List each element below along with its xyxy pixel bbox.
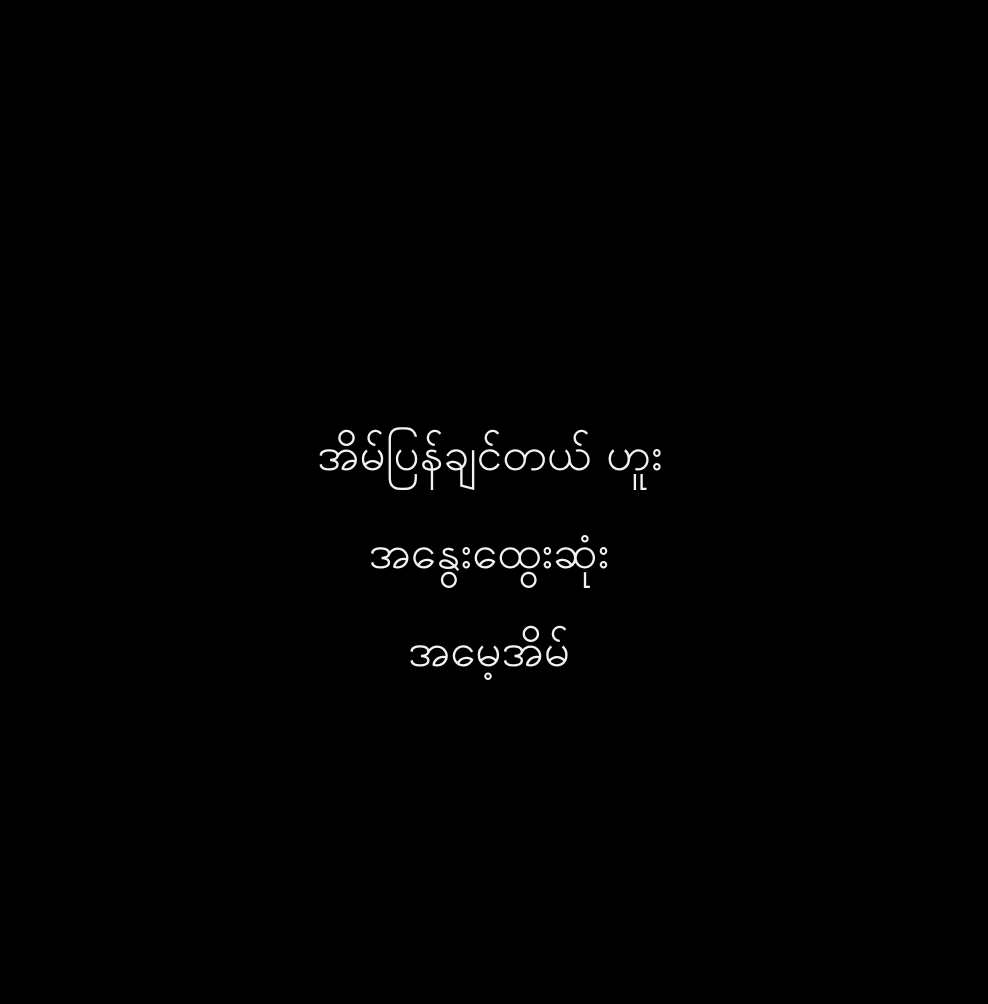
- caption-text-block: [0, 405, 988, 699]
- caption-line-1: အိမ်ပြန်ချင်တယ် ဟူး: [317, 427, 663, 481]
- caption-line-2: အနွေးထွေးဆုံး: [368, 525, 610, 579]
- caption-line-3: အမေ့အိမ်: [408, 623, 570, 677]
